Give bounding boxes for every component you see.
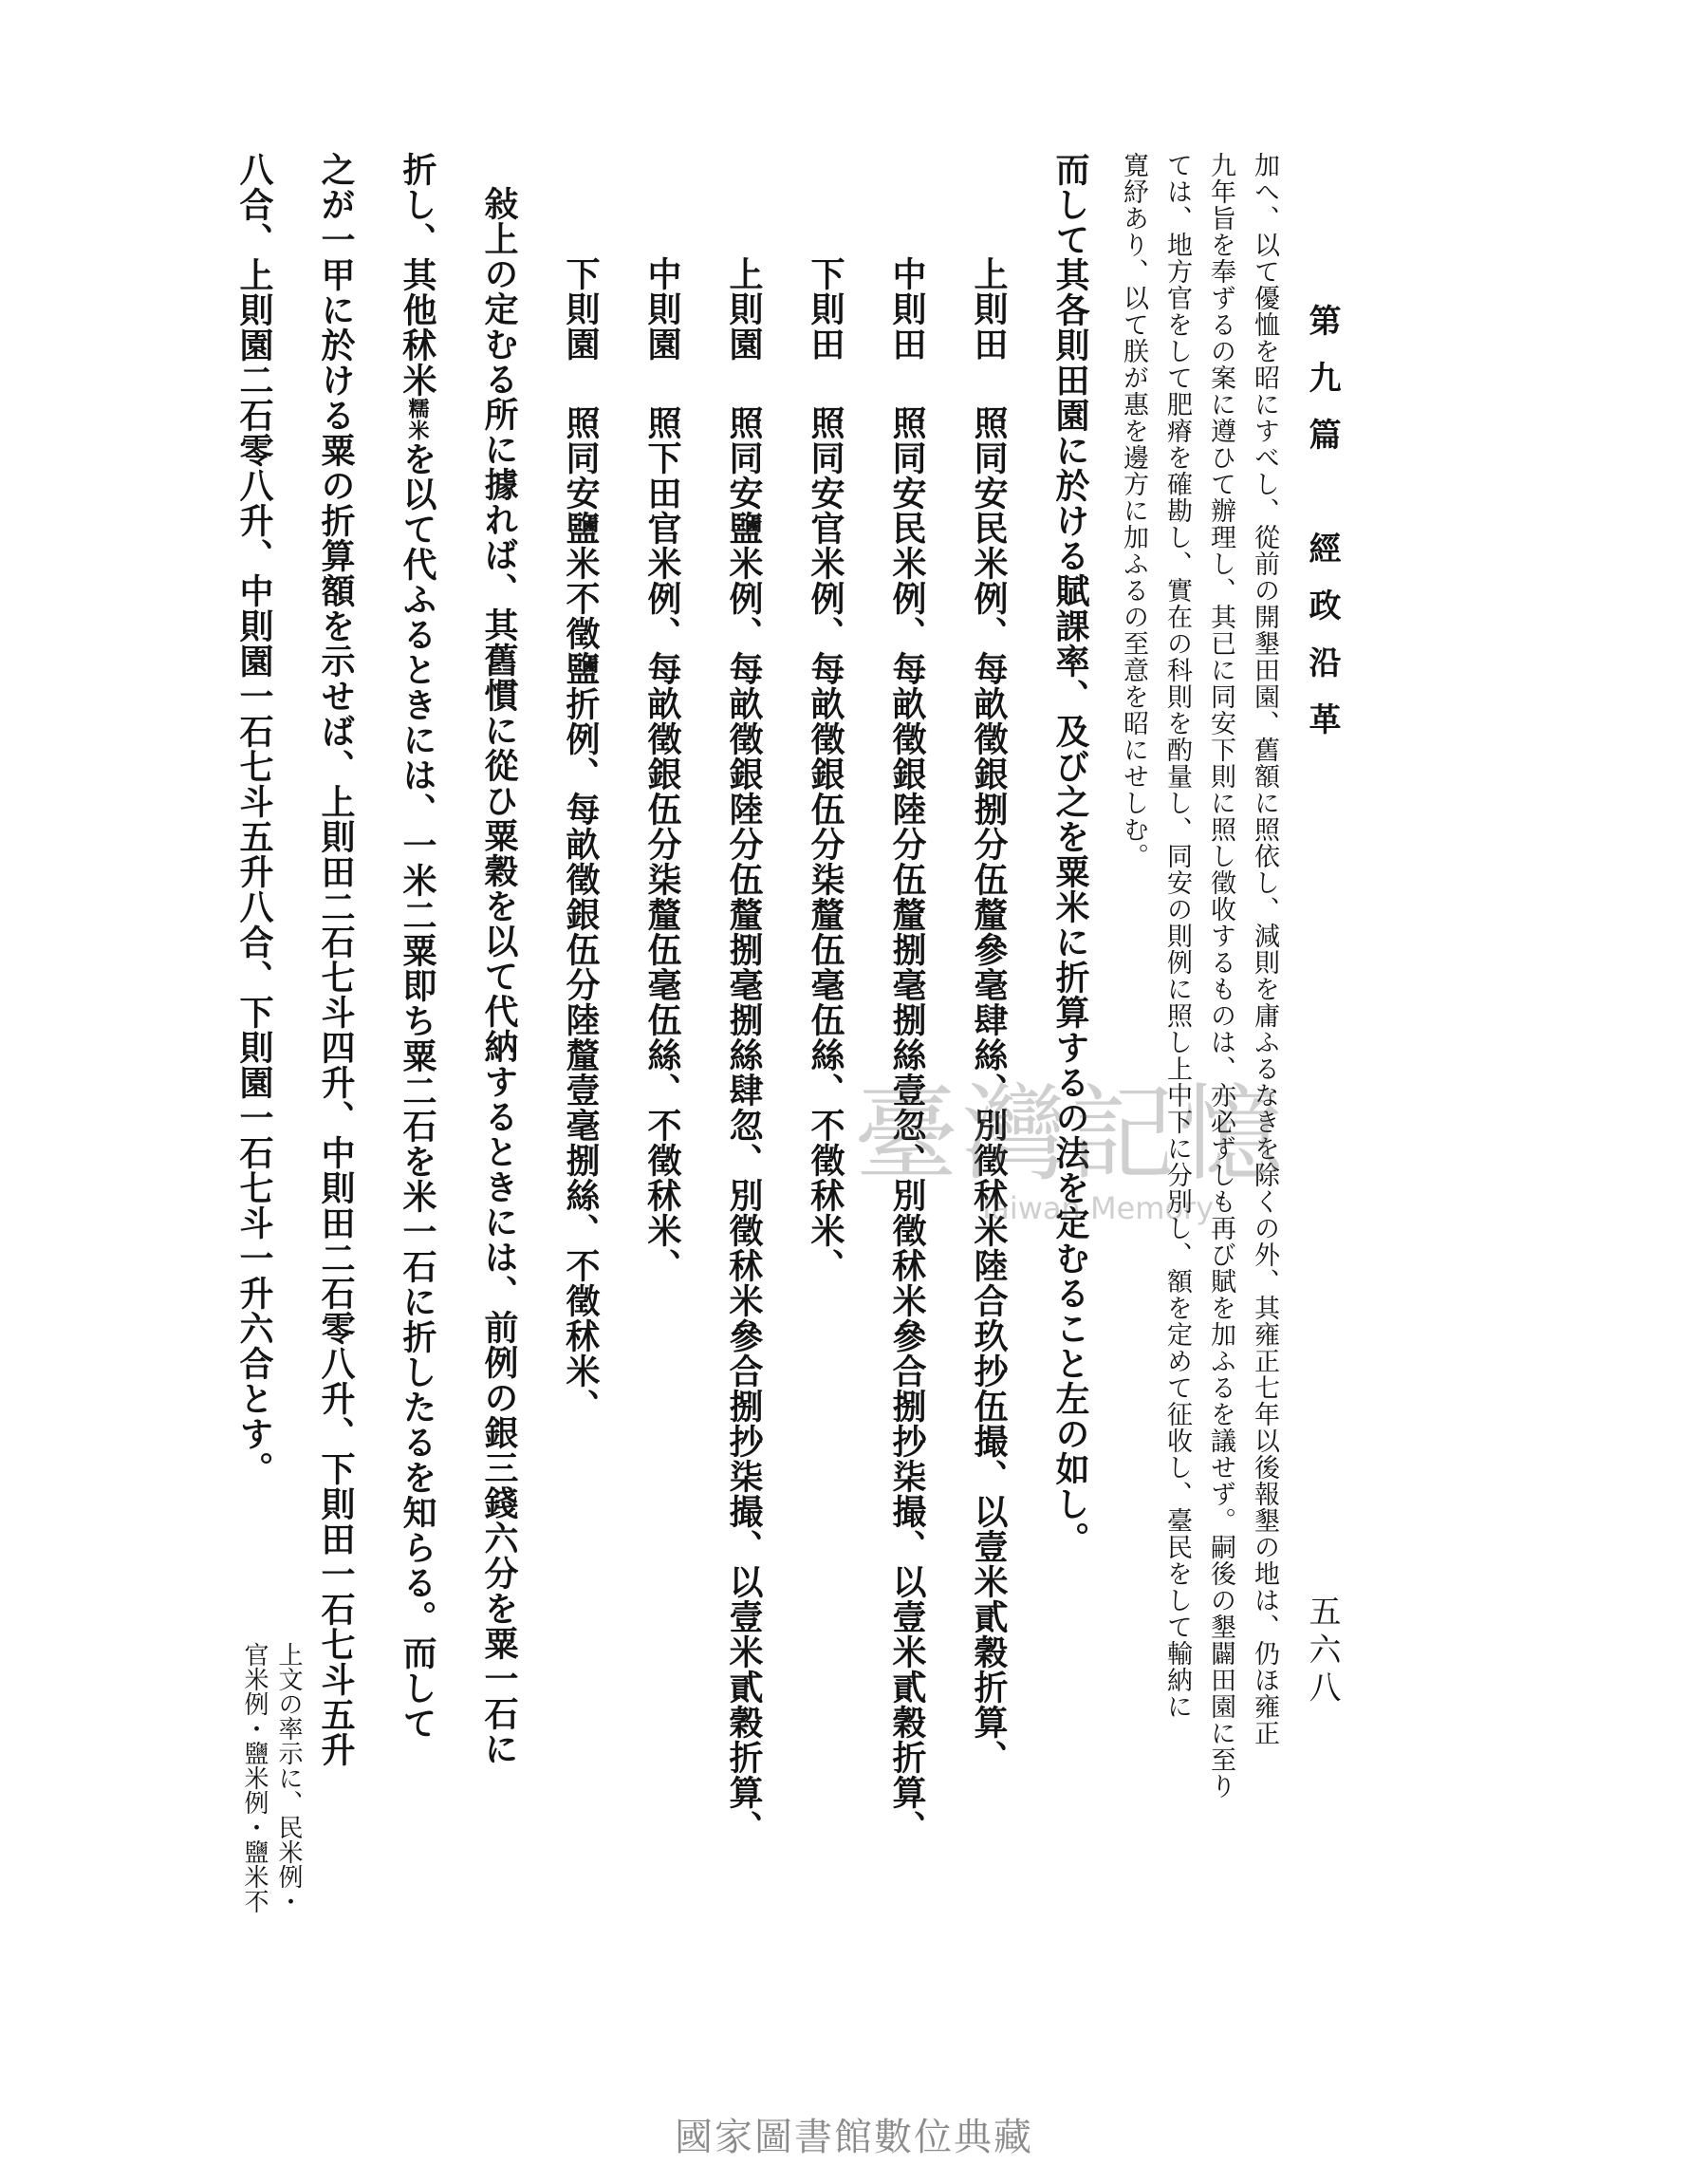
- rate-row-label: 下則園: [561, 256, 601, 362]
- page-title: 第九篇 經政沿革: [1303, 304, 1341, 759]
- interlinear-note: 糯米: [405, 398, 430, 441]
- annotation-line: 上文の率示に、民米例・: [274, 1642, 303, 1913]
- paragraph: 九年旨を奉ずるの案に遵ひて辦理し、其已に同安下則に照し徵收するものは、亦必ずしも再び賦を加ふるを議せず。嗣後の墾闢田園に至り: [1206, 152, 1235, 1800]
- page-number: 五六八: [1303, 1595, 1341, 1708]
- paragraph-part: 折し、其他秫米: [398, 152, 437, 398]
- rate-row-text: 照同安鹽米不徵鹽折例、每畝徵銀伍分陸釐壹毫捌絲、不徵秫米、: [561, 405, 601, 1424]
- paragraph: 而して其各則田園に於ける賦課率、及び之を粟米に折算するの法を定むること左の如し。: [1050, 152, 1090, 1557]
- rate-row-label: 上則田: [969, 256, 1009, 362]
- watermark-subtitle: Taiwan Memory: [977, 1190, 1215, 1226]
- rate-row-text: 照同安民米例、每畝徵銀陸分伍釐捌毫捌絲壹忽、別徵秫米參合捌抄柒撮、以壹米貳穀折算、: [887, 405, 927, 1845]
- paragraph: ては、地方官をして肥瘠を確勘し、實在の科則を酌量し、同安の則例に照し上中下に分別し、額を定めて征收し、臺民をして輸納に: [1162, 152, 1192, 1720]
- paragraph: 之が一甲に於ける粟の折算額を示せば、上則田二石七斗四升、中則田二石零八升、下則田一石七斗五升: [316, 152, 356, 1767]
- annotation-note: [237, 1642, 306, 1913]
- rate-row: [866, 152, 948, 2041]
- paragraph: 八合、上則園二石零八升、中則園一石七斗五升八合、下則園一石七斗一升六合とす。: [234, 152, 274, 1486]
- rate-row-text: 照同安民米例、每畝徵銀捌分伍釐參毫肆絲、別徵秫米陸合玖抄伍撮、以壹米貳穀折算、: [969, 405, 1009, 1775]
- rate-row-text: 照下田官米例、每畝徵銀伍分柒釐伍毫伍絲、不徵秫米、: [642, 405, 682, 1283]
- paragraph-part: を以て代ふるときには、一米二粟即ち粟二石を米一石に折したるを知らる。而して: [398, 441, 437, 1741]
- rate-row: [622, 152, 703, 2041]
- rate-row: [948, 152, 1030, 2041]
- rate-row-label: 下則田: [806, 256, 845, 362]
- paragraph: [377, 152, 458, 2041]
- watermark-title: 臺灣記憶: [854, 1073, 1287, 1195]
- body-text: [214, 152, 1286, 2041]
- paragraph: 敍上の定むる所に據れば、其舊慣に從ひ粟穀を以て代納するときには、前例の銀三錢六分を粟一石に: [479, 186, 519, 1766]
- footer-credit: 國家圖書館數位典藏: [675, 2116, 1033, 2159]
- rate-row-text: 照同安鹽米例、每畝徵銀陸分伍釐捌毫捌絲肆忽、別徵秫米參合捌抄柒撮、以壹米貳穀折算、: [724, 405, 764, 1845]
- rate-row-text: 照同安官米例、每畝徵銀伍分柒釐伍毫伍絲、不徵秫米、: [806, 405, 845, 1283]
- rate-row-label: 上則園: [724, 256, 764, 362]
- rate-row-label: 中則園: [642, 256, 682, 362]
- rate-row-label: 中則田: [887, 256, 927, 362]
- rate-row: [703, 152, 785, 2041]
- rate-row: [540, 152, 622, 2041]
- paragraph: 加へ、以て優恤を昭にすべし、從前の開墾田園、舊額に照依し、減則を庸ふるなきを除くの外、其雍正七年以後報墾の地は、仍ほ雍正: [1250, 152, 1279, 1746]
- annotation-line: 官米例・鹽米例・鹽米不: [240, 1642, 269, 1913]
- paragraph: 寛紓あり、以て朕が惠を邊方に加ふるの至意を昭にせしむ。: [1119, 152, 1148, 869]
- rate-row: [785, 152, 866, 2041]
